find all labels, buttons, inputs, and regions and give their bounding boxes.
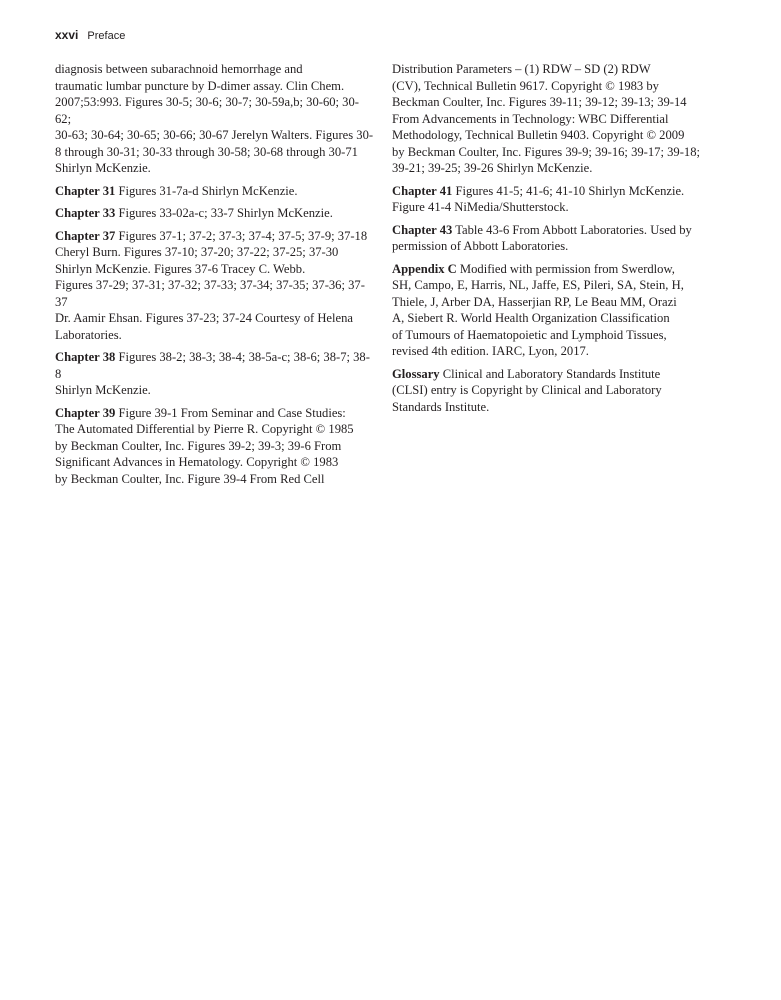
paragraph-text: Clinical and Laboratory Standards Institute (CLSI) entry is Copyright by Clinical and Laboratory Standards Institute. <box>392 366 662 414</box>
paragraph-text: Figures 41-5; 41-6; 41-10 Shirlyn McKenzie. Figure 41-4 NiMedia/Shutterstock. <box>392 183 685 214</box>
credit-paragraph <box>392 183 710 216</box>
paragraph-text: Figures 37-1; 37-2; 37-3; 37-4; 37-5; 37-9; 37-18 Cheryl Burn. Figures 37-10; 37-20; 37-22; 37-25; 37-30 Shirlyn McKenzie. Figures 37-6 Tracey C. Webb. Figures 37-29; 37-31; 37-32; 37-33; 37-34; 37-35; 37-36; 37-37 Dr. Aamir Ehsan. Figures 37-23; 37-24 Courtesy of Helena Laboratories. <box>55 228 368 342</box>
credit-paragraph <box>392 261 710 360</box>
credit-paragraph <box>392 61 710 177</box>
credit-paragraph <box>55 405 375 488</box>
left-column <box>55 61 375 493</box>
paragraph-text: Distribution Parameters – (1) RDW – SD (2) RDW (CV), Technical Bulletin 9617. Copyright © 1983 by Beckman Coulter, Inc. Figures 39-11; 39-12; 39-13; 39-14 From Advancements in Technology: WBC Differential Methodology, Technical Bulletin 9403. Copyright © 2009 by Beckman Coulter, Inc. Figures 39-9; 39-16; 39-17; 39-18; 39-21; 39-25; 39-26 Shirlyn McKenzie. <box>392 62 700 175</box>
paragraph-lead: Glossary <box>392 366 440 381</box>
credit-paragraph <box>55 228 375 344</box>
right-column <box>392 61 710 421</box>
paragraph-lead: Chapter 37 <box>55 228 116 243</box>
credit-paragraph <box>55 349 375 399</box>
credit-paragraph <box>55 61 375 177</box>
paragraph-lead: Chapter 41 <box>392 183 453 198</box>
paragraph-lead: Chapter 31 <box>55 183 116 198</box>
paragraph-text: diagnosis between subarachnoid hemorrhage and traumatic lumbar puncture by D-dimer assay. Clin Chem. 2007;53:993. Figures 30-5; 30-6; 30-7; 30-59a,b; 30-60; 30-62; 30-63; 30-64; 30-65; 30-66; 30-67 Jerelyn Walters. Figures 30- 8 through 30-31; 30-33 through 30-58; 30-68 through 30-71 Shirlyn McKenzie. <box>55 62 374 175</box>
section-title: Preface <box>87 30 126 42</box>
credit-paragraph <box>392 222 710 255</box>
paragraph-text: Figures 31-7a-d Shirlyn McKenzie. <box>115 183 298 198</box>
paragraph-text: Modified with permission from Swerdlow, SH, Campo, E, Harris, NL, Jaffe, ES, Pileri, SA, Stein, H, Thiele, J, Arber DA, Hasserjian RP, Le Beau MM, Orazi A, Siebert R. World Health Organization Classification of Tumours of Haematopoietic and Lymphoid Tissues, revised 4th edition. IARC, Lyon, 2017. <box>392 261 684 358</box>
page-number: xxvi <box>55 28 79 42</box>
paragraph-text: Figure 39-1 From Seminar and Case Studies: The Automated Differential by Pierre R. Copyright © 1985 by Beckman Coulter, Inc. Figures 39-2; 39-3; 39-6 From Significant Advances in Hematology. Copyright © 1983 by Beckman Coulter, Inc. Figure 39-4 From Red Cell <box>55 405 354 486</box>
credit-paragraph <box>55 205 375 222</box>
paragraph-lead: Chapter 43 <box>392 222 453 237</box>
paragraph-text: Figures 38-2; 38-3; 38-4; 38-5a-c; 38-6; 38-7; 38-8 Shirlyn McKenzie. <box>55 350 370 397</box>
paragraph-text: Table 43-6 From Abbott Laboratories. Used by permission of Abbott Laboratories. <box>392 222 692 253</box>
paragraph-lead: Appendix C <box>392 261 457 276</box>
credit-paragraph <box>392 366 710 416</box>
credit-paragraph <box>55 183 375 200</box>
paragraph-lead: Chapter 39 <box>55 405 116 420</box>
paragraph-lead: Chapter 38 <box>55 350 116 364</box>
paragraph-text: Figures 33-02a-c; 33-7 Shirlyn McKenzie. <box>115 206 333 220</box>
paragraph-lead: Chapter 33 <box>55 206 116 220</box>
running-head <box>55 28 125 42</box>
